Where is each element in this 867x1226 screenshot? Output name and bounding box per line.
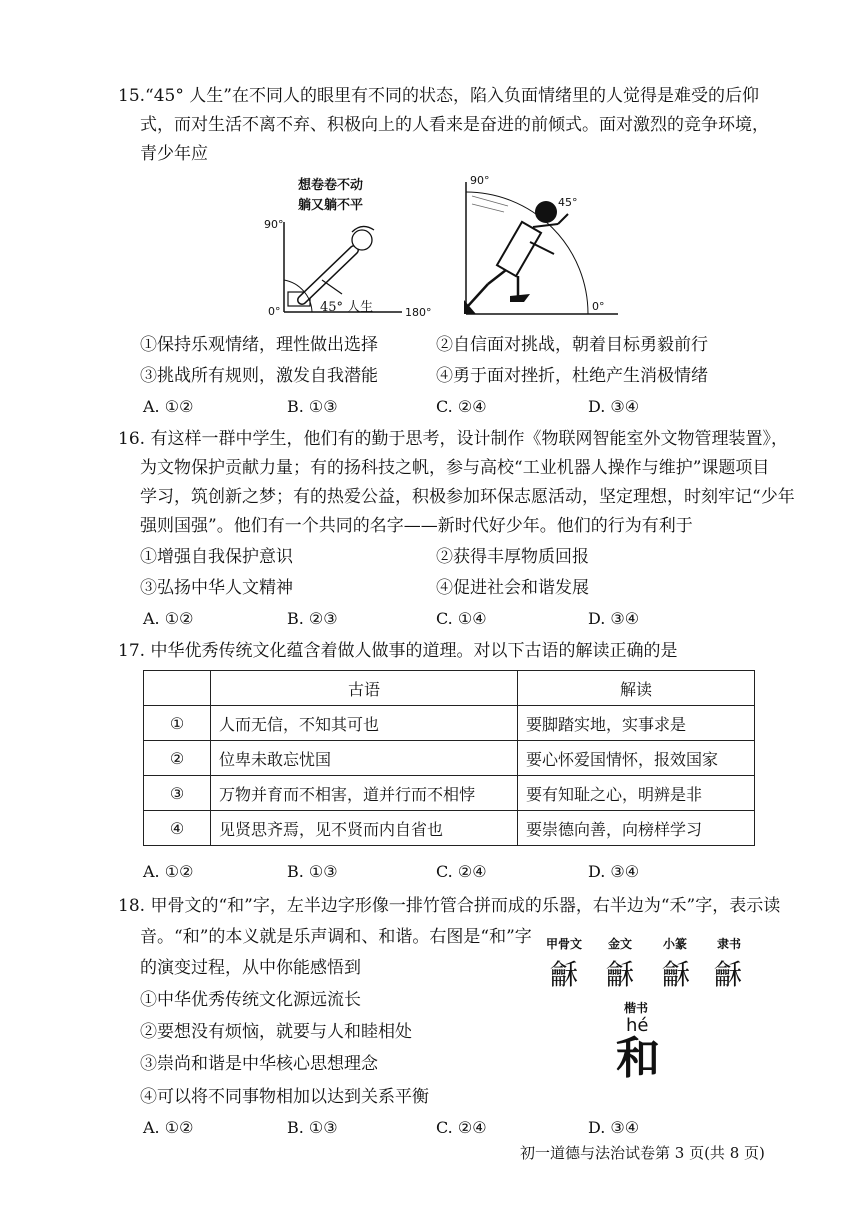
he-character-evolution-figure [546, 935, 761, 1090]
q15-choice-a[interactable]: A. ①② [143, 397, 194, 416]
q16-option-1: ①增强自我保护意识 [140, 547, 293, 567]
q18-option-1: ①中华优秀传统文化源远流长 [140, 990, 361, 1010]
q15-stem-line3: 青少年应 [140, 144, 208, 164]
q16-choice-d[interactable]: D. ③④ [588, 609, 640, 628]
q17-choice-c[interactable]: C. ②④ [436, 862, 487, 881]
q18-option-3: ③崇尚和谐是中华核心思想理念 [140, 1054, 378, 1074]
q16-choice-c[interactable]: C. ①④ [436, 609, 487, 628]
q18-choice-b[interactable]: B. ①③ [287, 1118, 338, 1137]
q16-option-3: ③弘扬中华人文精神 [140, 578, 293, 598]
fig-left-caption1: 想卷卷不动 [298, 178, 364, 193]
table-row [144, 811, 755, 846]
evo-glyph-lishu: 龢 [714, 958, 743, 991]
row-guyu: 位卑未敢忘忧国 [211, 741, 518, 776]
evo-glyph-jinwen: 龢 [606, 958, 635, 991]
q15-option-1: ①保持乐观情绪，理性做出选择 [140, 335, 378, 355]
q15-stem-line2: 式，而对生活不离不弃、积极向上的人看来是奋进的前倾式。面对激烈的竞争环境， [140, 115, 769, 135]
row-jiedu: 要有知耻之心，明辨是非 [518, 776, 755, 811]
q15-option-3: ③挑战所有规则，激发自我潜能 [140, 366, 378, 386]
q16-option-2: ②获得丰厚物质回报 [436, 547, 589, 567]
q17-choice-a[interactable]: A. ①② [143, 862, 194, 881]
q16-stem-line2: 为文物保护贡献力量；有的扬科技之帆，参与高校“工业机器人操作与维护”课题项目 [140, 458, 770, 478]
he-kaishu-char: 和 [616, 1033, 660, 1084]
fig-right-90-label: 90° [470, 174, 490, 187]
row-guyu: 万物并育而不相害，道并行而不相悖 [211, 776, 518, 811]
q18-choice-c[interactable]: C. ②④ [436, 1118, 487, 1137]
q18-stem-line1: 18. 甲骨文的“和”字，左半边字形像一排竹管合拼而成的乐器，右半边为“禾”字，表示读 [118, 896, 781, 916]
table-header-jiedu: 解读 [518, 671, 755, 706]
q16-stem-line3: 学习，筑创新之梦；有的热爱公益，积极参加环保志愿活动，坚定理想，时刻牢记“少年 [140, 487, 795, 507]
row-jiedu: 要心怀爱国情怀，报效国家 [518, 741, 755, 776]
row-number: ④ [144, 811, 211, 846]
table-row [144, 741, 755, 776]
fig-left-90-label: 90° [264, 218, 284, 231]
q15-option-2: ②自信面对挑战，朝着目标勇毅前行 [436, 335, 708, 355]
row-guyu: 人而无信，不知其可也 [211, 706, 518, 741]
row-number: ③ [144, 776, 211, 811]
q16-choice-a[interactable]: A. ①② [143, 609, 194, 628]
table-row [144, 776, 755, 811]
q16-choice-b[interactable]: B. ②③ [287, 609, 338, 628]
q18-option-2: ②要想没有烦恼，就要与人和睦相处 [140, 1022, 412, 1042]
q17-table [143, 670, 755, 846]
fig-left-180-label: 180° [405, 306, 432, 319]
evo-glyph-xiaozhuan: 龢 [662, 958, 691, 991]
q15-choice-c[interactable]: C. ②④ [436, 397, 487, 416]
row-jiedu: 要崇德向善，向榜样学习 [518, 811, 755, 846]
q15-figure-left [262, 172, 442, 322]
q18-stem-line2: 音。“和”的本义就是乐声调和、和谐。右图是“和”字 [140, 927, 532, 947]
q16-stem-line1: 16. 有这样一群中学生，他们有的勤于思考，设计制作《物联网智能室外文物管理装置》， [118, 429, 788, 449]
row-guyu: 见贤思齐焉，见不贤而内自省也 [211, 811, 518, 846]
table-header-row [144, 671, 755, 706]
evo-label-kaishu: 楷书 [624, 1001, 649, 1015]
table-header-guyu: 古语 [211, 671, 518, 706]
q18-choice-d[interactable]: D. ③④ [588, 1118, 640, 1137]
q18-stem-line3: 的演变过程，从中你能感悟到 [140, 958, 361, 978]
fig-right-0-label: 0° [592, 300, 605, 313]
evo-label-lishu: 隶书 [717, 937, 742, 951]
q15-choice-b[interactable]: B. ①③ [287, 397, 338, 416]
q18-choice-a[interactable]: A. ①② [143, 1118, 194, 1137]
q15-figure-right [458, 172, 628, 322]
evo-label-xiaozhuan: 小篆 [663, 937, 688, 951]
row-number: ② [144, 741, 211, 776]
page-footer: 初一道德与法治试卷第 3 页(共 8 页) [520, 1144, 765, 1162]
q16-option-4: ④促进社会和谐发展 [436, 578, 589, 598]
q15-stem-line1: 15.“45° 人生”在不同人的眼里有不同的状态，陷入负面情绪里的人觉得是难受的后仰 [118, 86, 759, 106]
row-jiedu: 要脚踏实地，实事求是 [518, 706, 755, 741]
he-pinyin: hé [626, 1015, 649, 1036]
q17-stem-line1: 17. 中华优秀传统文化蕴含着做人做事的道理。对以下古语的解读正确的是 [118, 641, 678, 661]
q18-option-4: ④可以将不同事物相加以达到关系平衡 [140, 1087, 429, 1107]
fig-left-45-label: 45° 人生 [320, 300, 374, 315]
q17-choice-b[interactable]: B. ①③ [287, 862, 338, 881]
fig-left-0-label: 0° [268, 305, 281, 318]
evo-label-jiaguwen: 甲骨文 [546, 937, 583, 951]
q17-choice-d[interactable]: D. ③④ [588, 862, 640, 881]
fig-left-caption2: 躺又躺不平 [298, 198, 364, 213]
evo-glyph-jiaguwen: 龢 [550, 958, 579, 991]
table-row [144, 706, 755, 741]
row-number: ① [144, 706, 211, 741]
q15-option-4: ④勇于面对挫折，杜绝产生消极情绪 [436, 366, 708, 386]
table-header-blank [144, 671, 211, 706]
fig-right-45-label: 45° [558, 196, 578, 209]
q16-stem-line4: 强则国强”。他们有一个共同的名字——新时代好少年。他们的行为有利于 [140, 516, 693, 536]
q15-choice-d[interactable]: D. ③④ [588, 397, 640, 416]
evo-label-jinwen: 金文 [608, 937, 633, 951]
